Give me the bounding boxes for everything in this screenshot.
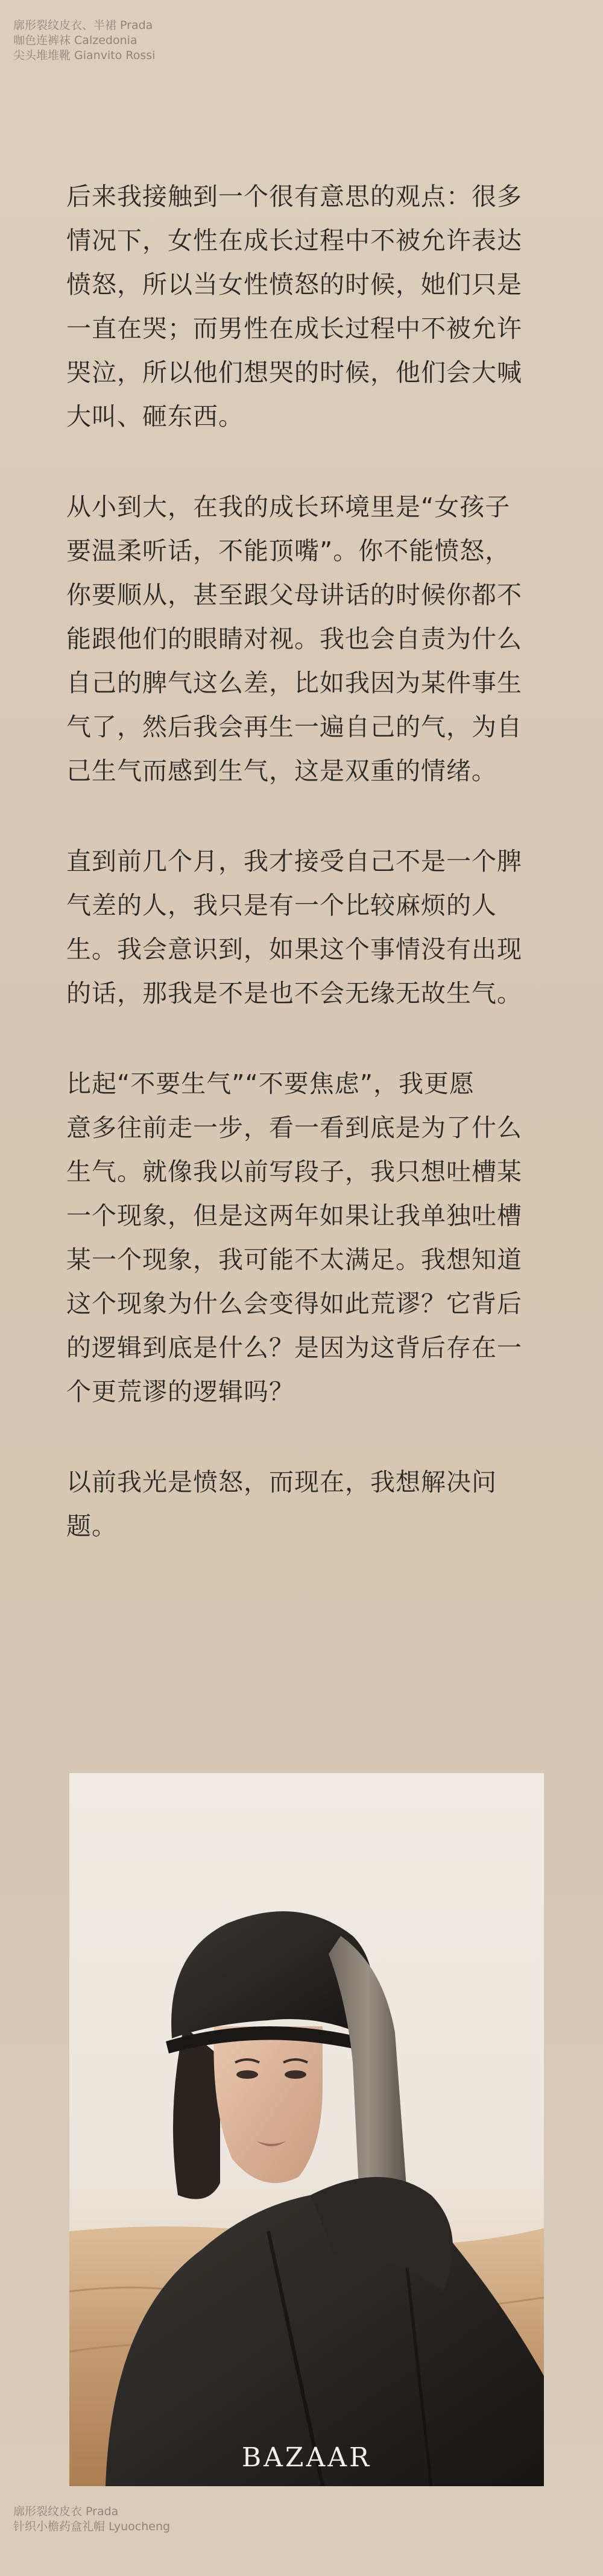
brand-watermark: BAZAAR (241, 2442, 372, 2473)
caption-line: 咖色连裤袜 Calzedonia (13, 34, 137, 47)
text-line: 从小到大，在我的成长环境里是“女孩子 (66, 492, 511, 521)
paragraph-4 (66, 1062, 549, 1414)
text-line: 一个现象，但是这两年如果让我单独吐槽 (66, 1201, 522, 1230)
caption-line: 廓形裂纹皮衣、半裙 Prada (13, 19, 153, 32)
portrait-illustration (69, 1773, 544, 2486)
text-line: 直到前几个月，我才接受自己不是一个脾 (66, 847, 522, 876)
text-line: 个更荒谬的逻辑吗？ (66, 1377, 294, 1406)
paragraph-2 (66, 485, 549, 793)
text-line: 的话，那我是不是也不会无缘无故生气。 (66, 979, 522, 1008)
text-line: 己生气而感到生气，这是双重的情绪。 (66, 756, 497, 785)
text-line: 哭泣，所以他们想哭的时候，他们会大喊 (66, 358, 522, 387)
bottom-outfit-caption (13, 2504, 170, 2534)
text-line: 要温柔听话，不能顶嘴”。你不能愤怒， (66, 536, 511, 565)
caption-line: 廓形裂纹皮衣 Prada (13, 2505, 119, 2518)
text-line: 以前我光是愤怒，而现在，我想解决问 (66, 1468, 497, 1497)
text-line: 能跟他们的眼睛对视。我也会自责为什么 (66, 624, 522, 653)
paragraph-1 (66, 175, 549, 439)
text-line: 你要顺从，甚至跟父母讲话的时候你都不 (66, 580, 522, 609)
text-line: 某一个现象，我可能不太满足。我想知道 (66, 1245, 522, 1274)
text-line: 生气。就像我以前写段子，我只想吐槽某 (66, 1157, 522, 1186)
paragraph-5 (66, 1460, 549, 1548)
caption-line: 尖头堆堆靴 Gianvito Rossi (13, 49, 156, 62)
article-body (66, 175, 549, 1595)
top-outfit-caption (13, 18, 155, 63)
text-line: 气差的人，我只是有一个比较麻烦的人 (66, 891, 497, 920)
text-line: 题。 (66, 1512, 117, 1541)
text-line: 这个现象为什么会变得如此荒谬？它背后 (66, 1289, 522, 1318)
fashion-photo (69, 1773, 544, 2486)
text-line: 气了，然后我会再生一遍自己的气，为自 (66, 712, 522, 741)
text-line: 后来我接触到一个很有意思的观点：很多 (66, 182, 522, 211)
paragraph-3 (66, 840, 549, 1016)
text-line: 情况下，女性在成长过程中不被允许表达 (66, 226, 522, 255)
caption-line: 针织小檐药盒礼帽 Lyuocheng (13, 2520, 171, 2533)
text-line: 大叫、砸东西。 (66, 402, 244, 431)
text-line: 一直在哭；而男性在成长过程中不被允许 (66, 314, 522, 343)
text-line: 的逻辑到底是什么？是因为这背后存在一 (66, 1333, 522, 1362)
text-line: 自己的脾气这么差，比如我因为某件事生 (66, 668, 522, 697)
text-line: 意多往前走一步，看一看到底是为了什么 (66, 1113, 522, 1142)
text-line: 生。我会意识到，如果这个事情没有出现 (66, 935, 522, 964)
text-line: 比起“不要生气”“不要焦虑”，我更愿 (66, 1069, 475, 1098)
text-line: 愤怒，所以当女性愤怒的时候，她们只是 (66, 270, 522, 299)
